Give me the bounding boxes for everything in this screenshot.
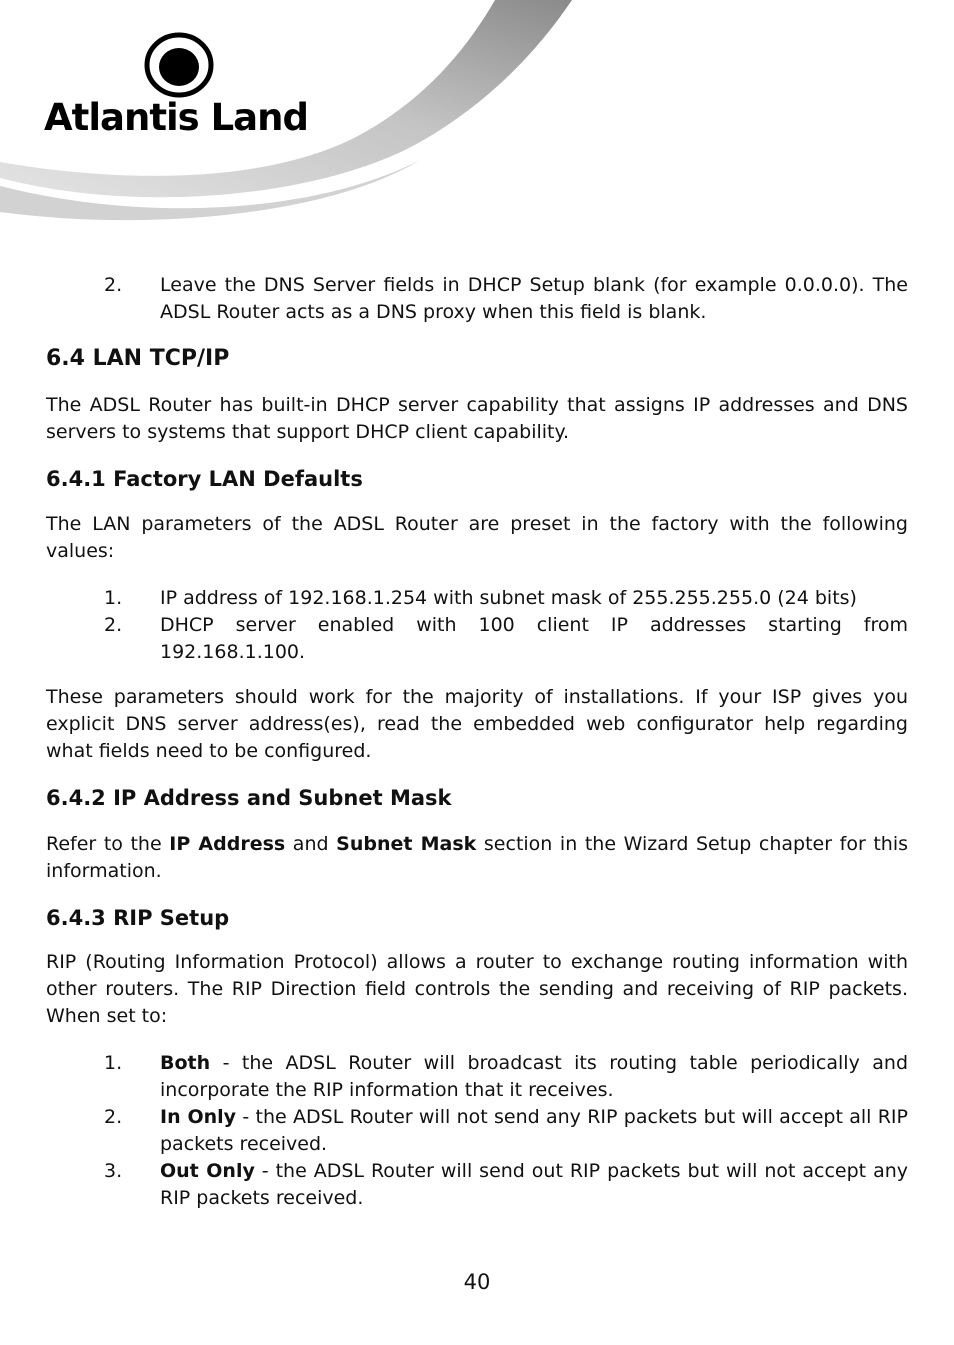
logo-text: Atlantis Land (44, 96, 308, 139)
list-item-number: 2. (104, 1106, 123, 1128)
bold-term-ip-address: IP Address (169, 833, 286, 855)
section-body-rip: RIP (Routing Information Protocol) allows a router to exchange routing information with other routers. The RIP Direction field controls the sending and receiving of RIP packets. When set to: (46, 951, 908, 1027)
bold-term-subnet-mask: Subnet Mask (336, 833, 477, 855)
list-item (46, 1158, 908, 1212)
section-heading-defaults: 6.4.1 Factory LAN Defaults (46, 467, 363, 491)
list-item-text: - the ADSL Router will not send any RIP packets but will accept all RIP packets received. (160, 1106, 908, 1155)
list-item-term: In Only (160, 1106, 237, 1128)
section-heading-ip: 6.4.2 IP Address and Subnet Mask (46, 786, 452, 810)
section-body-ip (46, 831, 908, 885)
list-item (46, 1104, 908, 1158)
list-item-number: 1. (104, 1052, 123, 1074)
defaults-list (46, 585, 908, 666)
section-after-defaults: These parameters should work for the majority of installations. If your ISP gives you explicit DNS server address(es), read the embedded web configurator help regarding what fields need to be configured. (46, 686, 908, 762)
list-item-text: DHCP server enabled with 100 client IP addresses starting from 192.168.1.100. (160, 614, 908, 663)
list-item (46, 272, 908, 326)
list-item-number: 2. (104, 614, 123, 636)
list-item (46, 612, 908, 666)
list-item-term: Out Only (160, 1160, 255, 1182)
page-number: 40 (463, 1270, 491, 1294)
text-run: section in the Wizard Setup chapter for this information. (46, 833, 909, 882)
section-body-defaults: The LAN parameters of the ADSL Router are preset in the factory with the following values: (46, 513, 908, 562)
text-run: and (285, 833, 337, 855)
list-item (46, 585, 908, 612)
list-item-number: 3. (104, 1160, 123, 1182)
page-content (46, 272, 908, 1212)
list-item-term: Both (160, 1052, 211, 1074)
logo-ring-icon (144, 32, 214, 98)
list-item-number: 2. (104, 274, 123, 296)
text-run: Refer to the (46, 833, 170, 855)
list-item (46, 1050, 908, 1104)
rip-list (46, 1050, 908, 1212)
list-item-text: IP address of 192.168.1.254 with subnet mask of 255.255.255.0 (24 bits) (160, 587, 857, 609)
list-item-text: - the ADSL Router will send out RIP packets but will not accept any RIP packets received. (160, 1160, 909, 1209)
section-heading-lan: 6.4 LAN TCP/IP (46, 346, 230, 371)
list-item-text: Leave the DNS Server fields in DHCP Setup blank (for example 0.0.0.0). The ADSL Router acts as a DNS proxy when this field is blank. (160, 274, 908, 323)
atlantis-land-logo (44, 32, 314, 142)
section-heading-rip: 6.4.3 RIP Setup (46, 906, 230, 930)
list-item-text: - the ADSL Router will broadcast its routing table periodically and incorporate the RIP information that it receives. (160, 1052, 908, 1101)
intro-list (46, 272, 908, 326)
section-body-lan: The ADSL Router has built-in DHCP server capability that assigns IP addresses and DNS servers to systems that support DHCP client capability. (46, 394, 908, 443)
list-item-number: 1. (104, 587, 123, 609)
